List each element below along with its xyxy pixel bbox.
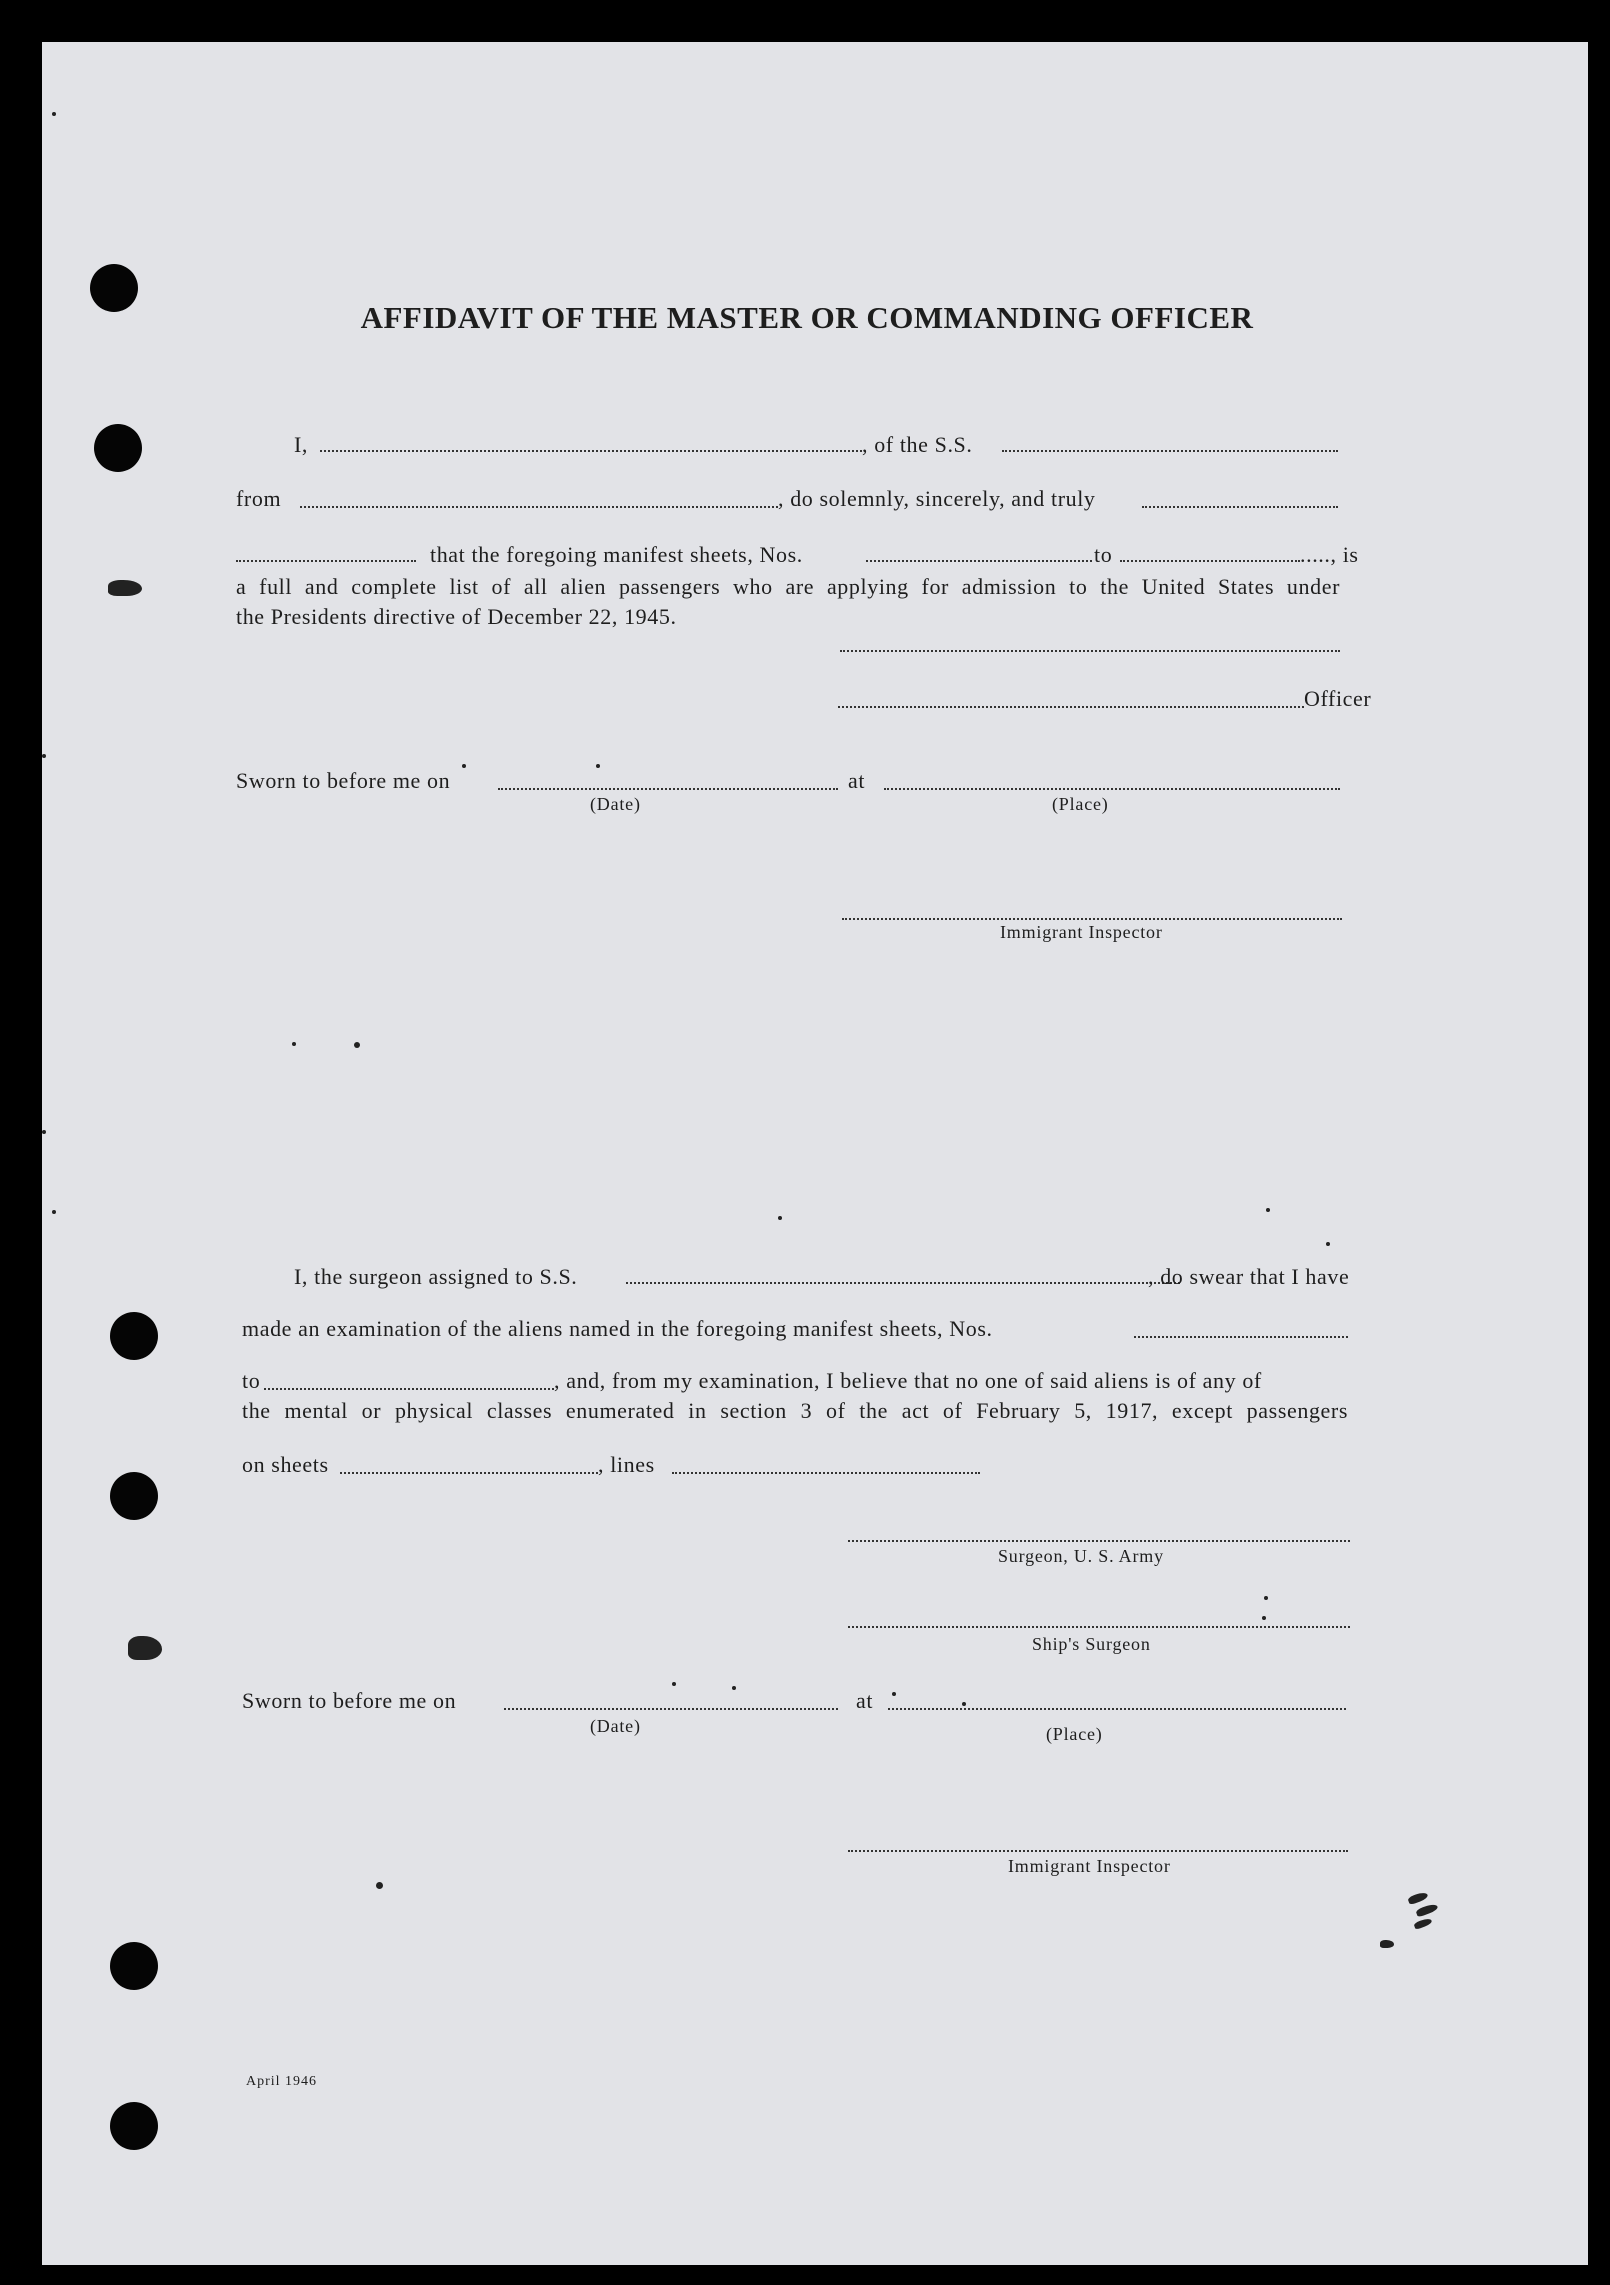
dot-speck (778, 1216, 782, 1220)
place-caption: (Place) (1052, 794, 1109, 814)
dot-speck (376, 1882, 383, 1889)
sheet-from-field[interactable] (866, 560, 1092, 562)
surgeon-line-1-end: , do swear that I have (1148, 1264, 1350, 1289)
excepted-sheets-field[interactable] (340, 1472, 598, 1474)
surgeon-sworn-place-field[interactable] (888, 1708, 1346, 1710)
dot-speck (962, 1702, 966, 1706)
surgeon-sworn-label: Sworn to before me on (242, 1688, 457, 1713)
of-the-ss-label: , of the S.S. (862, 432, 973, 457)
surgeon-sworn-date-field[interactable] (504, 1708, 838, 1710)
statement-line-1: a full and complete list of all alien passengers who are applying for admission to the United States under (236, 574, 1340, 599)
surgeon-at-label: at (856, 1688, 874, 1713)
ink-blot (1380, 1940, 1394, 1948)
punch-hole (110, 1472, 158, 1520)
to-label: to (1094, 542, 1113, 567)
master-name-field[interactable] (320, 450, 862, 452)
foregoing-label: that the foregoing manifest sheets, Nos. (430, 542, 803, 567)
surgeon-to-label: to (242, 1368, 261, 1393)
sworn-date-field[interactable] (498, 788, 838, 790)
ink-blot (128, 1636, 162, 1660)
inspector-caption: Immigrant Inspector (1000, 922, 1163, 942)
dot-speck (1326, 1242, 1330, 1246)
sworn-label: Sworn to before me on (236, 768, 451, 793)
dot-speck (42, 754, 46, 758)
date-caption: (Date) (590, 794, 641, 814)
dot-speck (596, 764, 600, 768)
dot-speck (52, 1210, 56, 1214)
ink-blot (1407, 1891, 1429, 1905)
surgeon-place-caption: (Place) (1046, 1724, 1103, 1744)
dot-speck (52, 112, 56, 116)
army-surgeon-caption: Surgeon, U. S. Army (998, 1546, 1164, 1566)
dot-speck (1264, 1596, 1268, 1600)
on-sheets-label: on sheets (242, 1452, 329, 1477)
punch-hole (110, 2102, 158, 2150)
surgeon-line-3-rest: , and, from my examination, I believe that no one of said aliens is of any of (554, 1368, 1262, 1393)
punch-hole (110, 1942, 158, 1990)
surgeon-line-1-start: I, the surgeon assigned to S.S. (294, 1264, 578, 1289)
form-page (42, 42, 1588, 2265)
sheet-to-field[interactable] (1120, 560, 1300, 562)
is-label: ....., is (1300, 542, 1359, 567)
form-date: April 1946 (246, 2074, 318, 2089)
surgeon-inspector-signature-line[interactable] (848, 1850, 1348, 1852)
punch-hole (110, 1312, 158, 1360)
dot-speck (672, 1682, 676, 1686)
dot-speck (354, 1042, 360, 1048)
i-label: I, (294, 432, 309, 457)
ship-surgeon-caption: Ship's Surgeon (1032, 1634, 1151, 1654)
ink-blot (108, 580, 142, 596)
army-surgeon-signature-line[interactable] (848, 1540, 1350, 1542)
ship-surgeon-signature-line[interactable] (848, 1626, 1350, 1628)
form-title: AFFIDAVIT OF THE MASTER OR COMMANDING OFFICER (360, 300, 1254, 335)
dot-speck (892, 1692, 896, 1696)
from-port-field[interactable] (300, 506, 778, 508)
excepted-lines-field[interactable] (672, 1472, 980, 1474)
surgeon-line-4: the mental or physical classes enumerated in section 3 of the act of February 5, 1917, except passengers (242, 1398, 1348, 1423)
lines-label: , lines (598, 1452, 655, 1477)
ship-name-field[interactable] (1002, 450, 1338, 452)
master-signature-line[interactable] (840, 650, 1340, 652)
officer-title-line[interactable] (838, 706, 1304, 708)
oath-manner-field[interactable] (1142, 506, 1338, 508)
solemnly-label: , do solemnly, sincerely, and truly (778, 486, 1096, 511)
oath-verb-field[interactable] (236, 560, 416, 562)
surgeon-date-caption: (Date) (590, 1716, 641, 1736)
statement-line-2: the Presidents directive of December 22, 1945. (236, 604, 677, 629)
dot-speck (732, 1686, 736, 1690)
sworn-place-field[interactable] (884, 788, 1340, 790)
dot-speck (42, 1130, 46, 1134)
ink-blot (1413, 1917, 1432, 1930)
dot-speck (292, 1042, 296, 1046)
dot-speck (1262, 1616, 1266, 1620)
dot-speck (1266, 1208, 1270, 1212)
from-label: from (236, 486, 282, 511)
punch-hole (94, 424, 142, 472)
ink-blot (1415, 1902, 1438, 1917)
surgeon-sheet-to-field[interactable] (264, 1388, 554, 1390)
surgeon-sheet-from-field[interactable] (1134, 1336, 1348, 1338)
surgeon-inspector-caption: Immigrant Inspector (1008, 1856, 1171, 1876)
surgeon-ship-field[interactable] (626, 1282, 1180, 1284)
officer-label: Officer (1304, 686, 1372, 711)
at-label: at (848, 768, 866, 793)
dot-speck (462, 764, 466, 768)
inspector-signature-line[interactable] (842, 918, 1342, 920)
surgeon-line-2: made an examination of the aliens named in the foregoing manifest sheets, Nos. (242, 1316, 993, 1341)
